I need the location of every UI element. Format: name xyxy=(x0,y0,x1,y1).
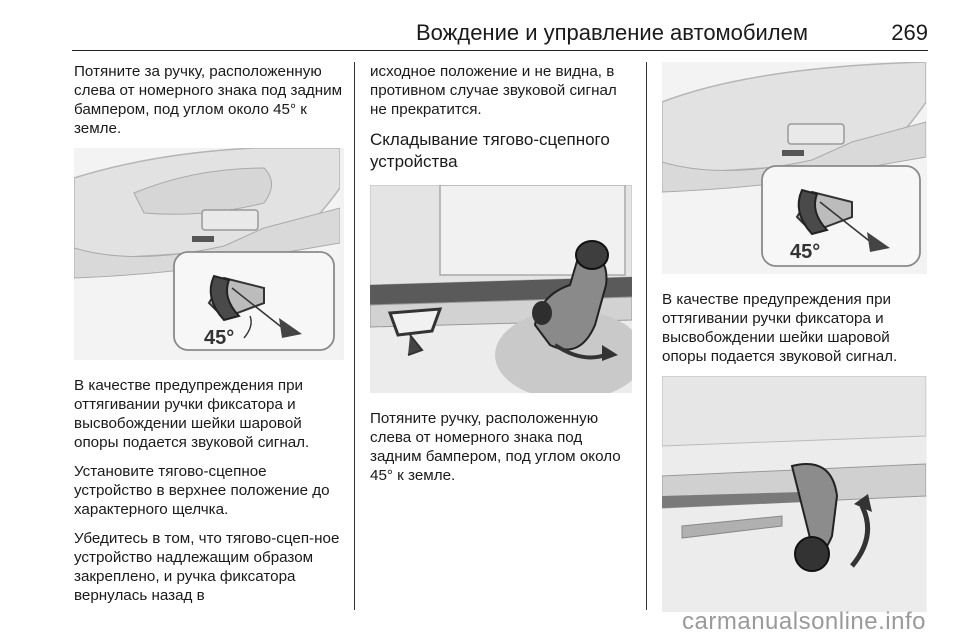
column-3 xyxy=(662,62,927,628)
col1-paragraph-3: Установите тягово-сцепное устройство в верхнее положение до характерного щелчка. xyxy=(74,463,330,518)
car-rear-illustration-2 xyxy=(662,62,926,274)
towbar-rotate-illustration xyxy=(662,376,926,612)
page-number: 269 xyxy=(891,20,928,45)
col1-paragraph-4: Убедитесь в том, что тягово-сцеп-ное устройство надлежащим образом закреплено, и ручка фиксатора вернулась назад в xyxy=(74,530,340,604)
figure-towbar-fold xyxy=(370,185,632,393)
figure-towbar-rotate xyxy=(662,376,927,612)
figure-car-rear-handle xyxy=(74,148,344,360)
section-heading: Складывание тягово-сцепного устройства xyxy=(370,130,610,171)
angle-label: 45° xyxy=(204,327,235,349)
col2-paragraph-2: Потяните ручку, расположенную слева от номерного знака под задним бампером, под углом около 45° к земле. xyxy=(370,410,621,484)
col1-paragraph-2: В качестве предупреждения при оттягивании ручки фиксатора и высвобождении шейки шаровой опоры подается звуковой сигнал. xyxy=(74,377,310,451)
col2-paragraph-1: исходное положение и не видна, в противном случае звуковой сигнал не прекратится. xyxy=(370,63,617,118)
figure-car-rear-handle-2 xyxy=(662,62,927,274)
towbar-illustration xyxy=(370,185,632,393)
col1-paragraph-1: Потяните за ручку, расположенную слева от номерного знака под задним бампером, под углом около 45° к земле. xyxy=(74,63,343,137)
column-1 xyxy=(74,62,344,615)
angle-label-2: 45° xyxy=(790,241,821,263)
column-divider-2 xyxy=(646,62,647,610)
header-rule xyxy=(72,50,928,51)
column-divider-1 xyxy=(354,62,355,610)
page-header xyxy=(72,18,928,52)
col3-paragraph-1: В качестве предупреждения при оттягивании ручки фиксатора и высвобождении шейки шаровой опоры подается звуковой сигнал. xyxy=(662,291,898,365)
column-2 xyxy=(370,62,632,495)
page-title: Вождение и управление автомобилем xyxy=(415,20,808,45)
car-rear-illustration xyxy=(74,148,340,360)
watermark: carmanualsonline.info xyxy=(682,608,926,635)
